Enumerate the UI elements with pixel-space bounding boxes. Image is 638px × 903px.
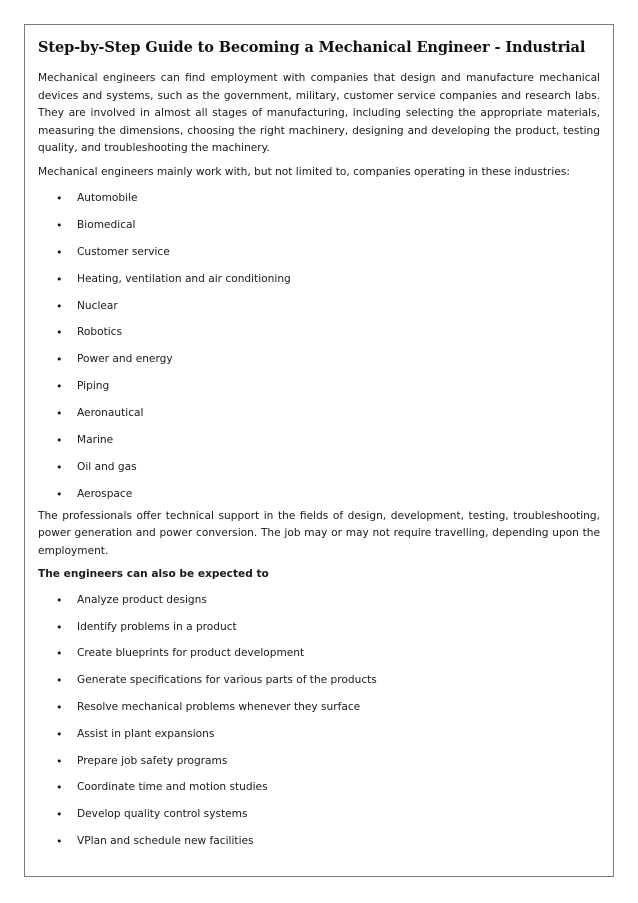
list-item xyxy=(38,700,600,715)
document-title: Step-by-Step Guide to Becoming a Mechanical Engineer - Industrial xyxy=(38,39,586,56)
bullet-icon: • xyxy=(56,434,63,448)
list-item xyxy=(38,299,600,314)
industries-lead-text: Mechanical engineers mainly work with, but not limited to, companies operating in these industries: xyxy=(38,165,570,178)
bullet-icon: • xyxy=(56,272,63,286)
list-item xyxy=(38,379,600,394)
list-item-text: Aerospace xyxy=(77,487,133,500)
list-item-text: Generate specifications for various parts of the products xyxy=(77,674,377,687)
list-item xyxy=(38,352,600,367)
list-item-text: Aeronautical xyxy=(77,407,144,420)
list-item xyxy=(38,218,600,233)
list-item xyxy=(38,727,600,742)
list-item xyxy=(38,191,600,206)
list-item-text: Coordinate time and motion studies xyxy=(77,781,268,794)
list-item-text: Assist in plant expansions xyxy=(77,727,215,740)
duties-list xyxy=(38,593,600,849)
list-item-text: Prepare job safety programs xyxy=(77,754,228,767)
bullet-icon: • xyxy=(56,299,63,313)
list-item-text: Analyze product designs xyxy=(77,593,207,606)
bullet-icon: • xyxy=(56,647,63,661)
bullet-icon: • xyxy=(56,192,63,205)
list-item xyxy=(38,245,600,260)
bullet-icon: • xyxy=(56,380,63,394)
list-item xyxy=(38,433,600,448)
list-item xyxy=(38,325,600,340)
list-item-text: Resolve mechanical problems whenever they surface xyxy=(77,700,361,713)
list-item-text: Identify problems in a product xyxy=(77,620,237,633)
intro-paragraph: Mechanical engineers can find employment with companies that design and manufacture mechanical devices and systems, such as the government, military, customer service companies and research labs. They are involved in almost all stages of manufacturing, including selecting the appropriate materials, measuring the dimensions, choosing the right machinery, designing and developing the product, testing quality, and troubleshooting the machinery. xyxy=(38,72,600,154)
list-item-text: VPlan and schedule new facilities xyxy=(77,834,254,847)
bullet-icon: • xyxy=(56,487,63,501)
list-item xyxy=(38,272,600,287)
list-item xyxy=(38,593,600,608)
bullet-icon: • xyxy=(56,353,63,367)
bullet-icon: • xyxy=(56,218,63,232)
bullet-icon: • xyxy=(56,808,63,822)
list-item xyxy=(38,646,600,661)
bullet-icon: • xyxy=(56,326,63,340)
bullet-icon: • xyxy=(56,620,63,634)
list-item xyxy=(38,620,600,635)
list-item-text: Customer service xyxy=(77,245,170,258)
list-item xyxy=(38,460,600,475)
list-item-text: Robotics xyxy=(77,326,123,339)
list-item xyxy=(38,754,600,769)
bullet-icon: • xyxy=(56,727,63,741)
list-item xyxy=(38,807,600,822)
list-item-text: Automobile xyxy=(77,192,138,204)
document-body xyxy=(38,38,600,861)
bullet-icon: • xyxy=(56,593,63,607)
bullet-icon: • xyxy=(56,245,63,259)
bullet-icon: • xyxy=(56,781,63,795)
industries-list xyxy=(38,191,600,502)
list-item xyxy=(38,780,600,795)
bullet-icon: • xyxy=(56,674,63,688)
list-item xyxy=(38,834,600,849)
support-paragraph: The professionals offer technical support in the fields of design, development, testing, troubleshooting, power generation and power conversion. The job may or may not require travelling, depending upon the employment. xyxy=(38,509,600,557)
bullet-icon: • xyxy=(56,834,63,848)
list-item-text: Marine xyxy=(77,434,114,447)
list-item-text: Piping xyxy=(77,380,110,393)
list-item-text: Power and energy xyxy=(77,353,173,366)
bullet-icon: • xyxy=(56,700,63,714)
list-item-text: Biomedical xyxy=(77,218,136,231)
list-item xyxy=(38,673,600,688)
list-item-text: Develop quality control systems xyxy=(77,808,248,821)
list-item-text: Oil and gas xyxy=(77,460,137,473)
list-item-text: Heating, ventilation and air conditioning xyxy=(77,272,291,285)
bullet-icon: • xyxy=(56,754,63,768)
list-item xyxy=(38,406,600,421)
bullet-icon: • xyxy=(56,407,63,421)
duties-heading: The engineers can also be expected to xyxy=(38,568,269,581)
list-item xyxy=(38,487,600,502)
bullet-icon: • xyxy=(56,460,63,474)
list-item-text: Create blueprints for product development xyxy=(77,647,305,660)
list-item-text: Nuclear xyxy=(77,299,118,312)
